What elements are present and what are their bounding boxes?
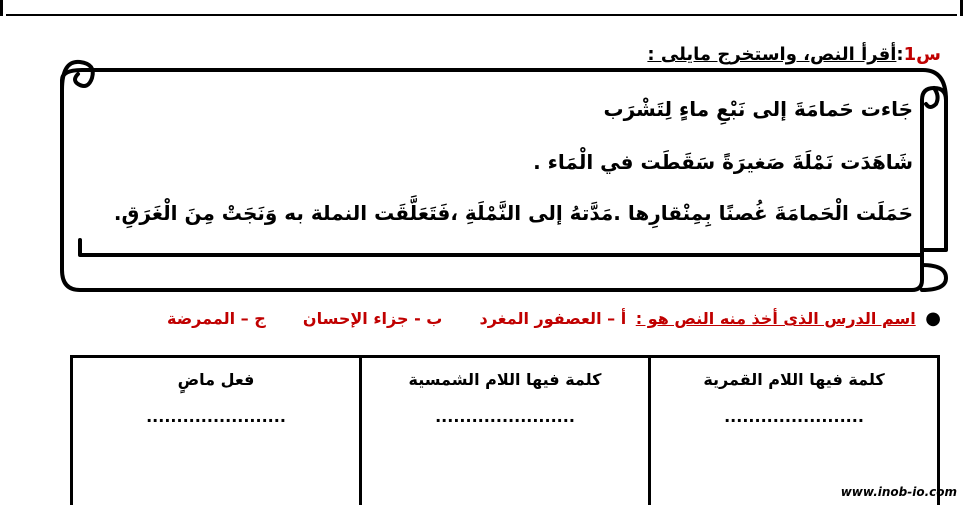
scroll-bottom-roll — [80, 240, 922, 255]
question-number: س1 — [904, 44, 941, 65]
column-header-shamsiya: كلمة فيها اللام الشمسية — [409, 370, 602, 389]
column-header-past-verb: فعل ماضٍ — [178, 370, 255, 389]
passage-line-2: شَاهَدَت نَمْلَةَ صَغيرَةً سَقَطَت في الْمَاء . — [533, 150, 913, 174]
table-row — [72, 357, 939, 505]
question-title: س1:أقرأ النص، واستخرج مايلى : — [647, 44, 941, 65]
mcq-stem: اسم الدرس الذى أخذ منه النص هو : — [636, 309, 916, 328]
answer-table — [70, 355, 940, 505]
bullet-icon: ● — [925, 308, 941, 329]
mcq-option-a[interactable]: أ – العصفور المغرد — [480, 309, 627, 328]
question-instruction: أقرأ النص، واستخرج مايلى : — [647, 44, 896, 65]
answer-cell-qamariya — [650, 357, 939, 505]
answer-blank-qamariya[interactable]: ....................... — [652, 407, 936, 426]
mcq-option-c[interactable]: ج – الممرضة — [167, 309, 266, 328]
answer-blank-past-verb[interactable]: ....................... — [74, 407, 358, 426]
scroll-roll-end — [922, 265, 946, 290]
mcq-question — [167, 308, 941, 329]
passage-line-1: جَاءت حَمامَةَ إلى نَبْعِ ماءٍ لِتَشْرَب — [603, 97, 913, 121]
mcq-option-b[interactable]: ب - جزاء الإحسان — [303, 309, 442, 328]
scroll-curl-left — [62, 62, 93, 90]
answer-cell-past-verb — [72, 357, 361, 505]
column-header-qamariya: كلمة فيها اللام القمرية — [703, 370, 884, 389]
passage-line-3: حَمَلَت الْحَمامَةَ غُصنًا بِمِنْقارِها .مَدَّتهُ إلى النَّمْلَةِ ،فَتَعَلَّقَت النملة به وَنَجَتْ مِنَ الْغَرَقِ. — [114, 201, 913, 225]
answer-blank-shamsiya[interactable]: ....................... — [363, 407, 647, 426]
answer-cell-shamsiya — [361, 357, 650, 505]
watermark: www.inob-io.com — [841, 485, 957, 499]
